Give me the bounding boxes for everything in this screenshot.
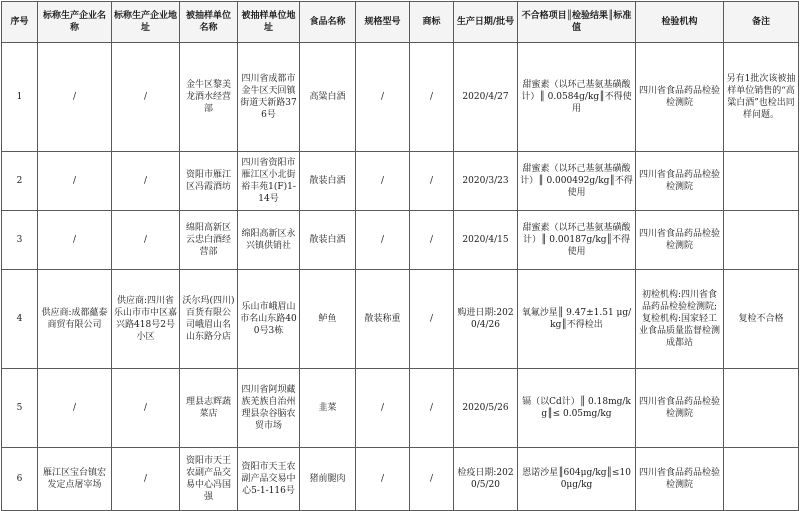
cell-mfr-addr: / [112, 211, 180, 270]
cell-food: 散装白酒 [300, 211, 356, 270]
cell-note [724, 211, 799, 270]
cell-mfr-name: / [38, 211, 112, 270]
cell-mfr-addr: 供应商:四川省乐山市市中区嘉兴路418号2号小区 [112, 270, 180, 369]
cell-date: 检疫日期:2020/5/20 [454, 448, 518, 511]
cell-mfr-addr: / [112, 448, 180, 511]
table-row [2, 270, 799, 369]
header-sampled-addr: 被抽样单位地址 [238, 2, 300, 43]
cell-note [724, 448, 799, 511]
table-body [2, 43, 799, 511]
cell-date: 2020/4/27 [454, 43, 518, 152]
cell-spec: / [356, 448, 410, 511]
cell-spec: / [356, 43, 410, 152]
cell-date: 2020/5/26 [454, 369, 518, 448]
cell-result: 氧氟沙星║ 9.47±1.51 μg/kg║不得检出 [518, 270, 636, 369]
cell-food: 散装白酒 [300, 152, 356, 211]
cell-result: 甜蜜素（以环己基氨基磺酸计）║ 0.000492g/kg║不得使用 [518, 152, 636, 211]
cell-food: 鲈鱼 [300, 270, 356, 369]
cell-mfr-addr: / [112, 369, 180, 448]
cell-lab: 初检机构:四川省食品药品检验检测院;复检机构:国家轻工业食品质量监督检测成都站 [636, 270, 724, 369]
cell-sampled-name: 资阳市雁江区冯霞酒坊 [180, 152, 238, 211]
cell-sampled-addr: 四川省阿坝藏族羌族自治州理县杂谷脑农贸市场 [238, 369, 300, 448]
cell-note: 复检不合格 [724, 270, 799, 369]
header-mfr-addr: 标称生产企业地址 [112, 2, 180, 43]
cell-lab: 四川省食品药品检验检测院 [636, 369, 724, 448]
cell-no: 6 [2, 448, 38, 511]
table-row [2, 448, 799, 511]
cell-spec: / [356, 369, 410, 448]
cell-sampled-name: 沃尔玛(四川)百货有限公司峨眉山名山东路分店 [180, 270, 238, 369]
cell-brand: / [410, 152, 454, 211]
header-lab: 检验机构 [636, 2, 724, 43]
cell-mfr-name: / [38, 152, 112, 211]
cell-no: 1 [2, 43, 38, 152]
cell-no: 5 [2, 369, 38, 448]
cell-sampled-name: 金牛区黎美龙酒水经营部 [180, 43, 238, 152]
unqualified-food-table [1, 1, 799, 511]
table-header [2, 2, 799, 43]
cell-mfr-addr: / [112, 152, 180, 211]
cell-note [724, 369, 799, 448]
header-brand: 商标 [410, 2, 454, 43]
cell-sampled-addr: 四川省资阳市雁江区小北街裕丰苑1(F)1-14号 [238, 152, 300, 211]
table-row [2, 211, 799, 270]
cell-result: 镉（以Cd计）║ 0.18mg/kg║≤ 0.05mg/kg [518, 369, 636, 448]
cell-no: 4 [2, 270, 38, 369]
cell-sampled-name: 绵阳高新区云忠白酒经营部 [180, 211, 238, 270]
cell-mfr-name: 供应商:成都蘊泰商贸有限公司 [38, 270, 112, 369]
inspection-results-document [1, 1, 798, 502]
cell-sampled-addr: 四川省成都市金牛区天回镇街道天新路376号 [238, 43, 300, 152]
header-note: 备注 [724, 2, 799, 43]
cell-mfr-name: / [38, 43, 112, 152]
cell-date: 购进日期:2020/4/26 [454, 270, 518, 369]
header-food: 食品名称 [300, 2, 356, 43]
header-mfr-name: 标称生产企业名称 [38, 2, 112, 43]
cell-mfr-addr: / [112, 43, 180, 152]
cell-date: 2020/3/23 [454, 152, 518, 211]
cell-note: 另有1批次该被抽样单位销售的“高粱白酒”也检出同样问题。 [724, 43, 799, 152]
cell-note [724, 152, 799, 211]
table-row [2, 369, 799, 448]
header-row [2, 2, 799, 43]
cell-date: 2020/4/15 [454, 211, 518, 270]
cell-brand: / [410, 369, 454, 448]
cell-sampled-name: 理县志辉蔬菜店 [180, 369, 238, 448]
cell-food: 猪前腿肉 [300, 448, 356, 511]
cell-no: 3 [2, 211, 38, 270]
table-row [2, 43, 799, 152]
cell-brand: / [410, 211, 454, 270]
header-result: 不合格项目║检验结果║标准值 [518, 2, 636, 43]
cell-no: 2 [2, 152, 38, 211]
cell-lab: 四川省食品药品检验检测院 [636, 43, 724, 152]
cell-spec: / [356, 152, 410, 211]
cell-brand: / [410, 448, 454, 511]
cell-result: 甜蜜素（以环己基氨基磺酸计）║ 0.0584g/kg║不得使用 [518, 43, 636, 152]
cell-mfr-name: / [38, 369, 112, 448]
cell-sampled-addr: 乐山市峨眉山市名山东路400号3栋 [238, 270, 300, 369]
cell-food: 高粱白酒 [300, 43, 356, 152]
cell-sampled-addr: 资阳市天王农副产品交易中心5-1-116号 [238, 448, 300, 511]
header-sampled-name: 被抽样单位名称 [180, 2, 238, 43]
cell-lab: 四川省食品药品检验检测院 [636, 152, 724, 211]
cell-brand: / [410, 270, 454, 369]
header-spec: 规格型号 [356, 2, 410, 43]
table-row [2, 152, 799, 211]
header-no: 序号 [2, 2, 38, 43]
cell-sampled-name: 资阳市天王农副产品交易中心冯国强 [180, 448, 238, 511]
cell-spec: / [356, 211, 410, 270]
cell-food: 韭菜 [300, 369, 356, 448]
cell-sampled-addr: 绵阳高新区永兴镇供销社 [238, 211, 300, 270]
cell-result: 甜蜜素（以环己基氨基磺酸计）║ 0.00187g/kg║不得使用 [518, 211, 636, 270]
cell-spec: 散装称重 [356, 270, 410, 369]
cell-lab: 四川省食品药品检验检测院 [636, 448, 724, 511]
header-date: 生产日期/批号 [454, 2, 518, 43]
cell-brand: / [410, 43, 454, 152]
cell-lab: 四川省食品药品检验检测院 [636, 211, 724, 270]
cell-mfr-name: 雁江区宝台镇宏发定点屠宰场 [38, 448, 112, 511]
cell-result: 恩诺沙星║604μg/kg║≤100μg/kg [518, 448, 636, 511]
